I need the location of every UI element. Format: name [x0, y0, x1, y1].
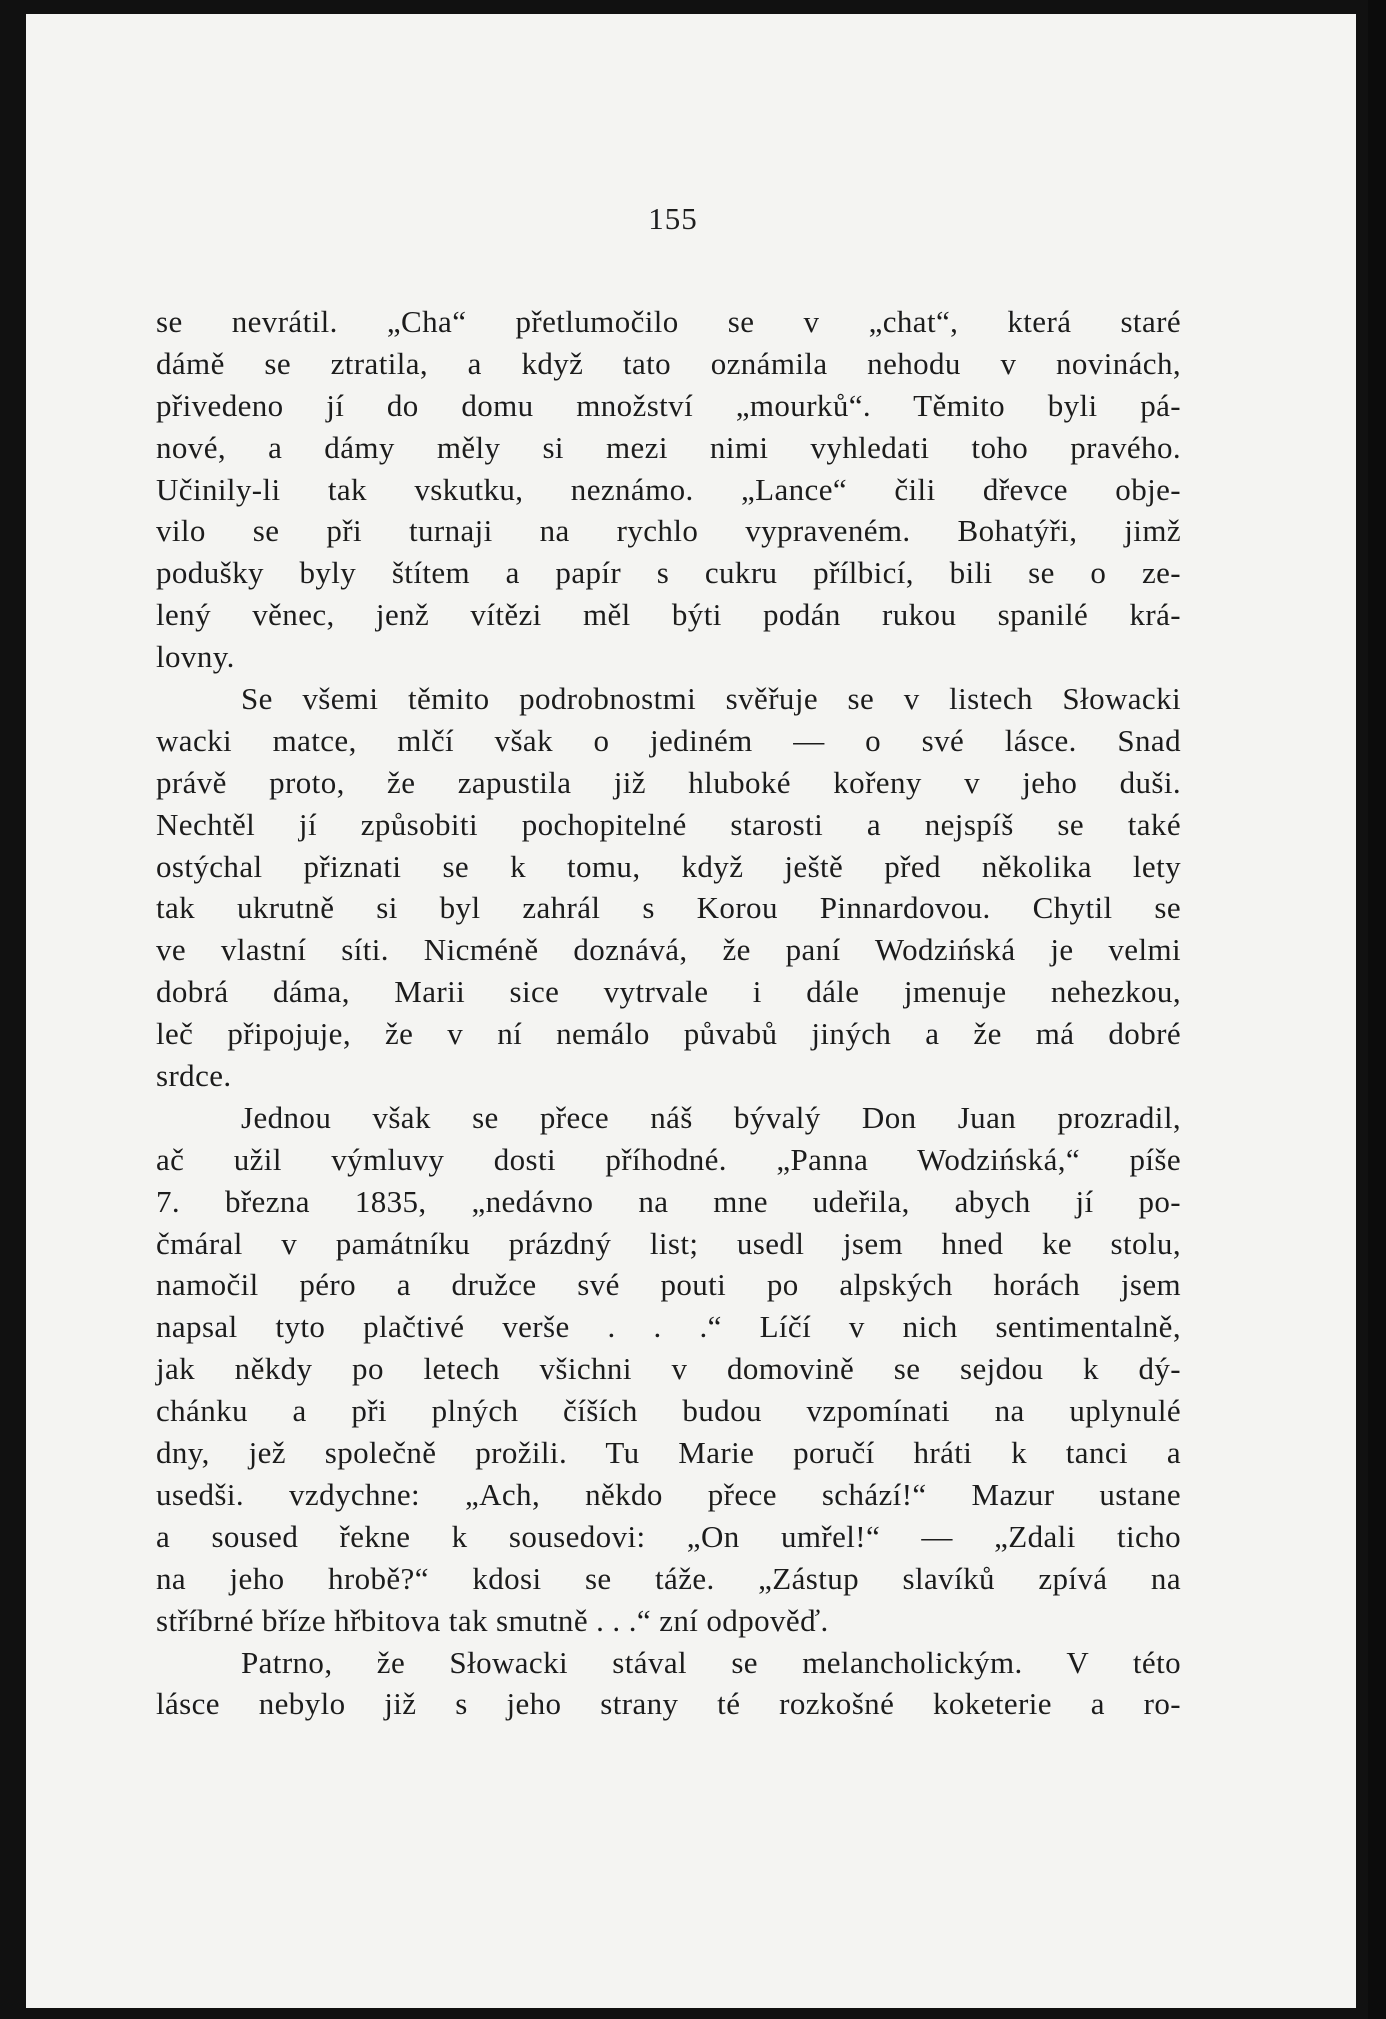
- body-text: [156, 301, 1181, 1725]
- text-line: vilo se při turnaji na rychlo vypraveném. Bohatýři, jimž: [156, 513, 1181, 549]
- text-line: přivedeno jí do domu množství „mourků“. Těmito byli pá-: [156, 387, 1181, 423]
- text-line: Nechtěl jí způsobiti pochopitelné starosti a nejspíš se také: [156, 806, 1181, 842]
- text-line: a soused řekne k sousedovi: „On umřel!“ — „Zdali ticho: [156, 1518, 1181, 1554]
- text-line: právě proto, že zapustila již hluboké kořeny v jeho duši.: [156, 764, 1181, 800]
- text-line: usedši. vzdychne: „Ach, někdo přece schází!“ Mazur ustane: [156, 1476, 1181, 1512]
- text-line: napsal tyto plačtivé verše . . .“ Líčí v nich sentimentalně,: [156, 1309, 1181, 1345]
- text-line: 7. března 1835, „nedávno na mne udeřila, abych jí po-: [156, 1183, 1181, 1219]
- text-line: nové, a dámy měly si mezi nimi vyhledati toho pravého.: [156, 429, 1181, 465]
- text-line: dobrá dáma, Marii sice vytrvale i dále jmenuje nehezkou,: [156, 974, 1181, 1010]
- text-line: Patrno, že Słowacki stával se melancholickým. V této: [241, 1644, 1181, 1680]
- text-line: Učinily-li tak vskutku, neznámo. „Lance“ čili dřevce obje-: [156, 471, 1181, 507]
- text-line: na jeho hrobě?“ kdosi se táže. „Zástup slavíků zpívá na: [156, 1560, 1181, 1596]
- text-line: wacki matce, mlčí však o jediném — o své lásce. Snad: [156, 722, 1181, 758]
- text-line: dny, jež společně prožili. Tu Marie poručí hráti k tanci a: [156, 1435, 1181, 1471]
- text-line: ostýchal přiznati se k tomu, když ještě před několika lety: [156, 848, 1181, 884]
- text-line: lený věnec, jenž vítězi měl býti podán rukou spanilé krá-: [156, 597, 1181, 633]
- text-line: lovny.: [156, 639, 235, 675]
- text-line: namočil péro a družce své pouti po alpských horách jsem: [156, 1267, 1181, 1303]
- text-line: podušky byly štítem a papír s cukru přílbicí, bili se o ze-: [156, 555, 1181, 591]
- text-line: Se všemi těmito podrobnostmi svěřuje se v listech Słowacki: [241, 681, 1181, 717]
- text-line: lásce nebylo již s jeho strany té rozkošné koketerie a ro-: [156, 1686, 1181, 1722]
- text-line: leč připojuje, že v ní nemálo půvabů jiných a že má dobré: [156, 1016, 1181, 1052]
- text-line: ve vlastní síti. Nicméně doznává, že paní Wodzińská je velmi: [156, 932, 1181, 968]
- text-line: chánku a při plných číších budou vzpomínati na uplynulé: [156, 1393, 1181, 1429]
- text-line: srdce.: [156, 1058, 232, 1094]
- text-line: ač užil výmluvy dosti příhodné. „Panna Wodzińská,“ píše: [156, 1141, 1181, 1177]
- text-line: se nevrátil. „Cha“ přetlumočilo se v „chat“, která staré: [156, 304, 1181, 339]
- page-number: 155: [648, 201, 698, 236]
- text-line: tak ukrutně si byl zahrál s Korou Pinnardovou. Chytil se: [156, 890, 1181, 926]
- text-line: čmáral v památníku prázdný list; usedl jsem hned ke stolu,: [156, 1225, 1181, 1261]
- text-line: Jednou však se přece náš bývalý Don Juan prozradil,: [241, 1099, 1181, 1135]
- scan-edge: [1368, 0, 1386, 2019]
- text-line: stříbrné bříze hřbitova tak smutně . . .“ zní odpověď.: [156, 1602, 829, 1638]
- text-line: dámě se ztratila, a když tato oznámila nehodu v novinách,: [156, 345, 1181, 381]
- text-line: jak někdy po letech všichni v domovině se sejdou k dý-: [156, 1351, 1181, 1387]
- book-page: [26, 14, 1356, 2008]
